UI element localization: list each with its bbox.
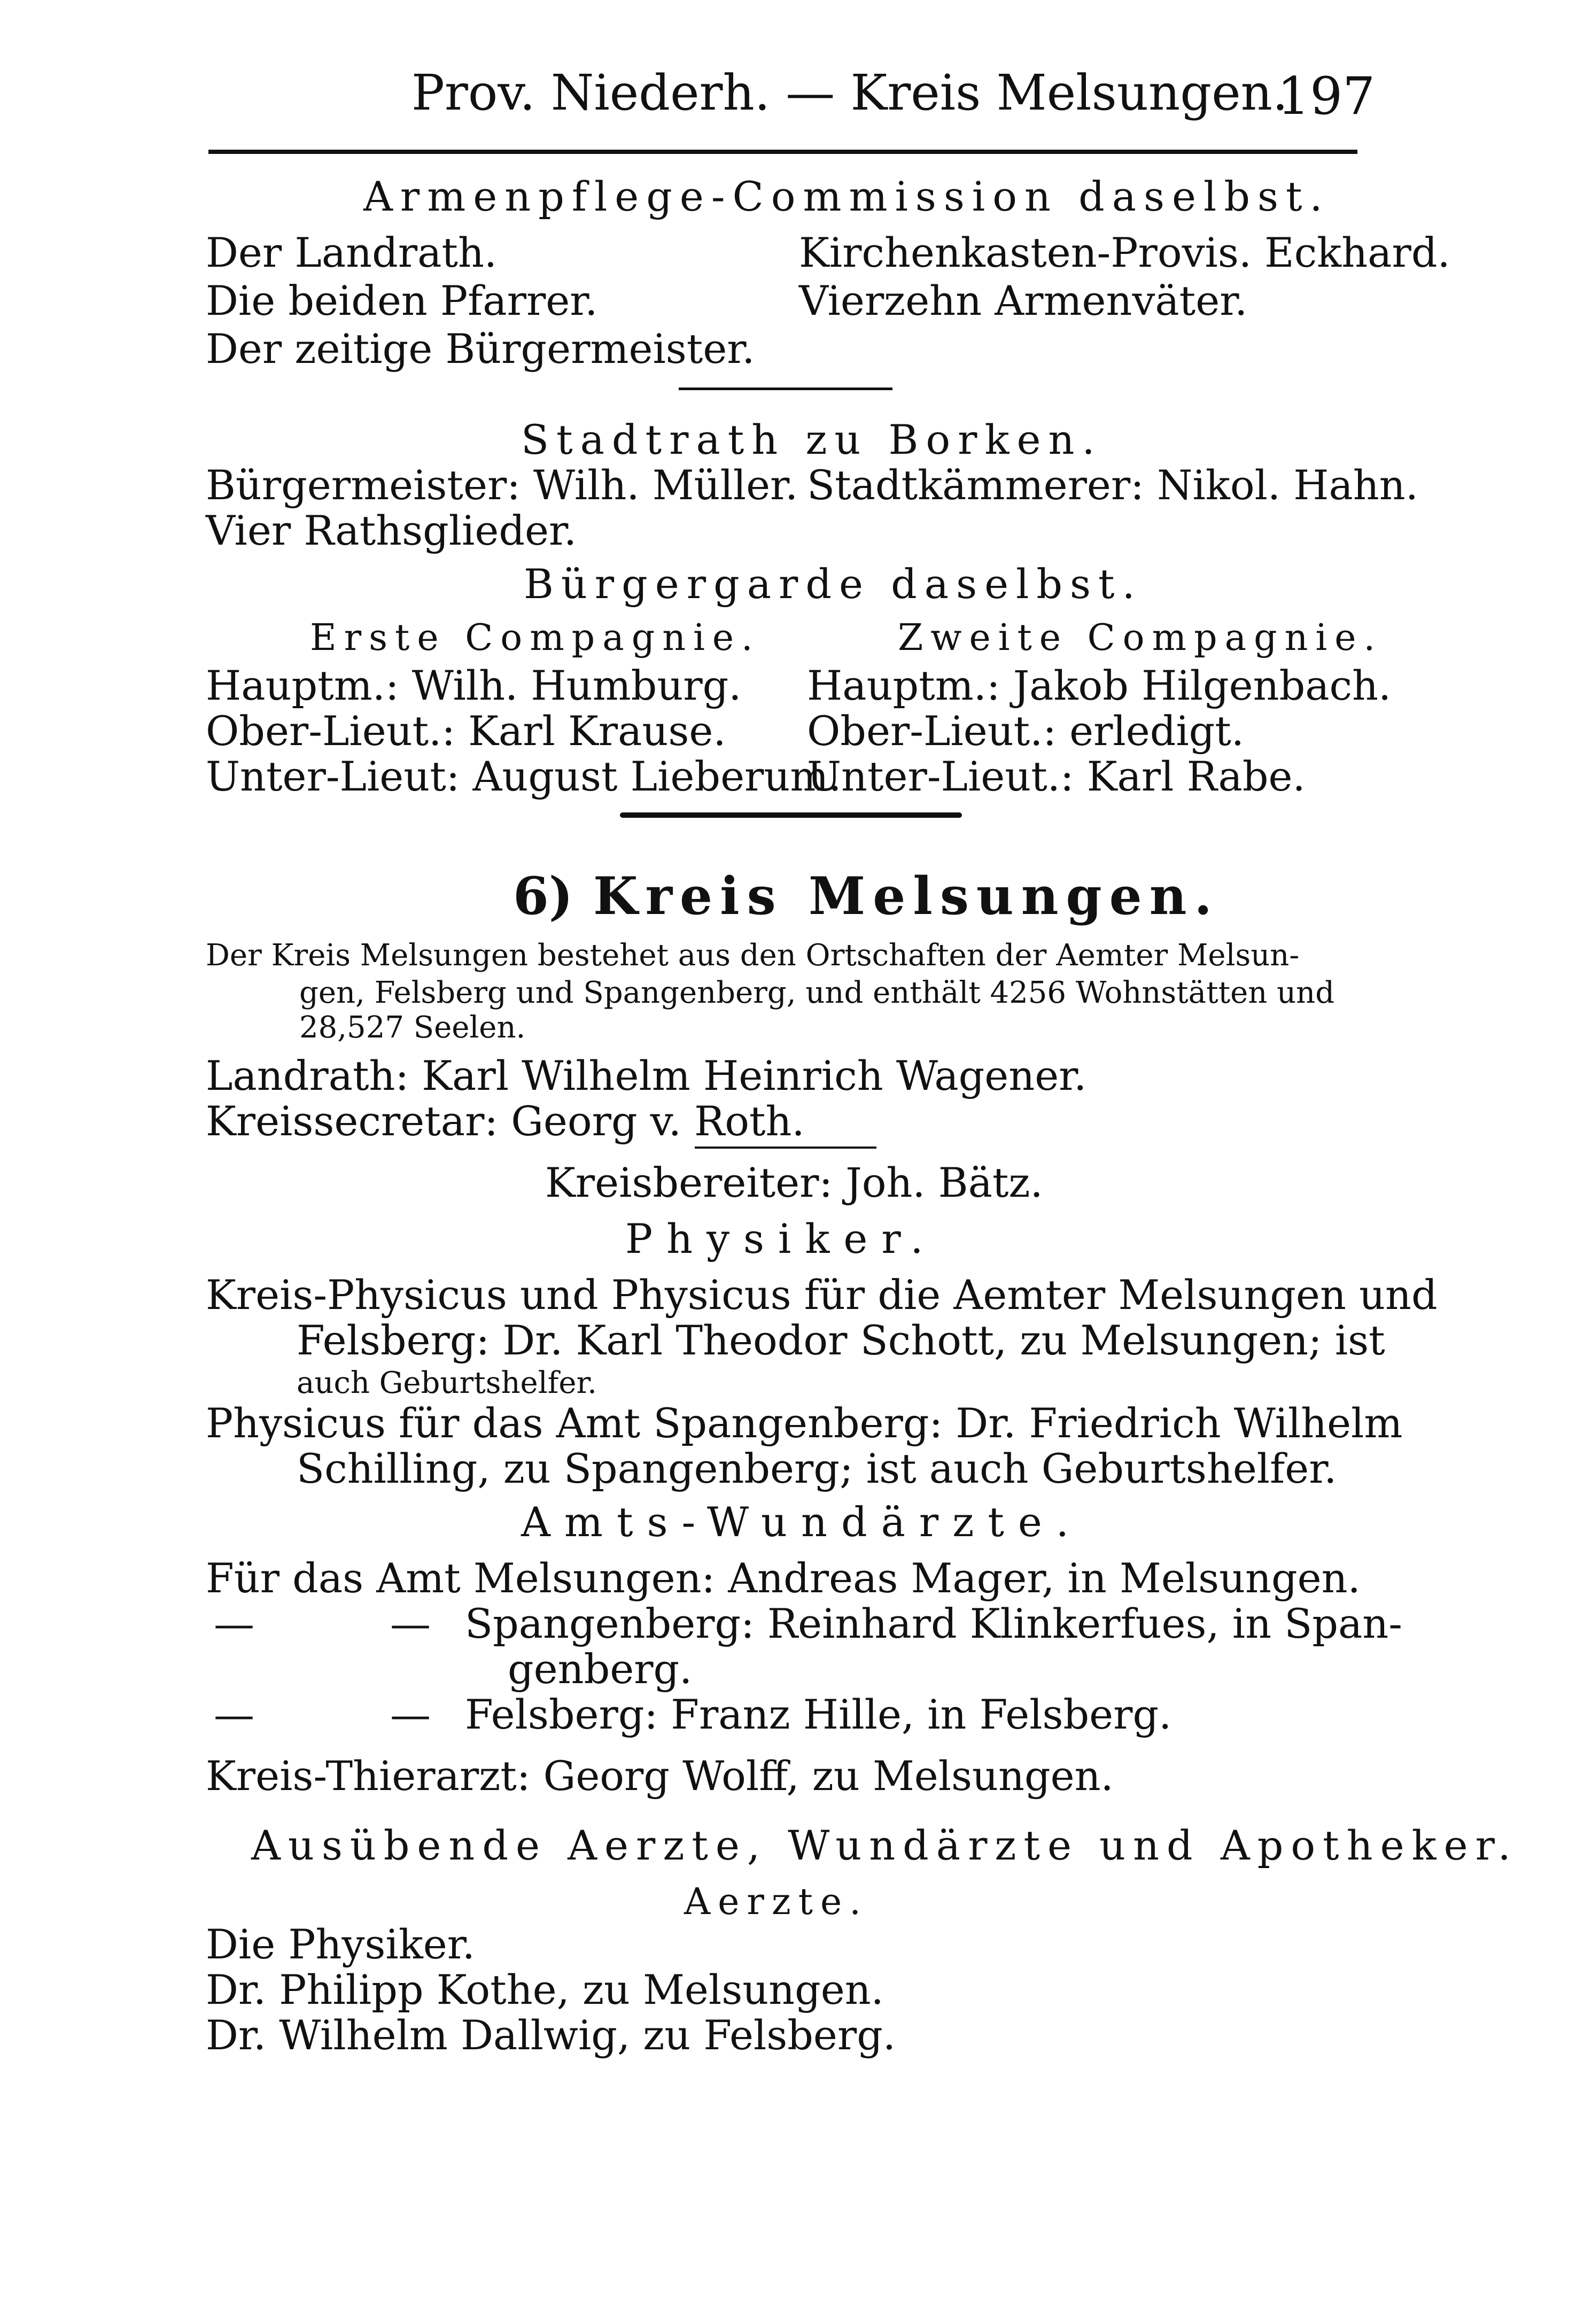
aerzt-kothe: Dr. Philipp Kothe, zu Melsungen. <box>206 1966 884 2013</box>
stadtrath-rathsglieder: Vier Rathsglieder. <box>206 507 577 554</box>
stadtrath-heading: Stadtrath zu Borken. <box>521 416 1102 463</box>
kreis-secretar: Kreissecretar: Georg v. Roth. <box>206 1097 805 1145</box>
compagnie-1-hauptmann: Hauptm.: Wilh. Humburg. <box>206 662 742 709</box>
aerzt-dallwig: Dr. Wilhelm Dallwig, zu Felsberg. <box>206 2011 896 2059</box>
running-title: Prov. Niederh. — Kreis Melsungen. <box>411 64 1288 121</box>
compagnie-1-heading: Erste Compagnie. <box>310 617 760 659</box>
kreis-number: 6) <box>513 866 573 926</box>
armenpflege-left-1: Der Landrath. <box>206 229 498 276</box>
kreis-title: Kreis Melsungen. <box>593 866 1220 926</box>
kreis-bereiter: Kreisbereiter: Joh. Bätz. <box>545 1159 1043 1206</box>
dash-2b: — <box>390 1691 431 1738</box>
aerzte-physiker: Die Physiker. <box>206 1920 475 1968</box>
compagnie-2-hauptmann: Hauptm.: Jakob Hilgenbach. <box>807 662 1392 709</box>
stadtrath-kaemmerer: Stadtkämmerer: Nikol. Hahn. <box>807 461 1418 509</box>
physiker-1-line1: Kreis-Physicus und Physicus für die Aemter Melsungen und <box>206 1271 1438 1319</box>
kreis-thierarzt: Kreis-Thierarzt: Georg Wolff, zu Melsungen. <box>206 1752 1114 1800</box>
dash-2a: — <box>214 1691 254 1738</box>
stadtrath-buergermeister: Bürgermeister: Wilh. Müller. <box>206 461 798 509</box>
kreis-landrath: Landrath: Karl Wilhelm Heinrich Wagener. <box>206 1052 1087 1099</box>
compagnie-1-unterlieut: Unter-Lieut: August Lieberum. <box>206 753 842 800</box>
physiker-2-line1: Physicus für das Amt Spangenberg: Dr. Friedrich Wilhelm <box>206 1399 1403 1447</box>
physiker-1-line2: Felsberg: Dr. Karl Theodor Schott, zu Melsungen; ist <box>297 1316 1385 1364</box>
physiker-1-line3: auch Geburtshelfer. <box>297 1366 597 1400</box>
compagnie-2-oberlieut: Ober-Lieut.: erledigt. <box>807 707 1245 755</box>
wundarzt-felsberg: Felsberg: Franz Hille, in Felsberg. <box>465 1691 1172 1738</box>
compagnie-1-oberlieut: Ober-Lieut.: Karl Krause. <box>206 707 726 755</box>
kreis-intro-3: 28,527 Seelen. <box>299 1010 526 1045</box>
page-number: 197 <box>1277 66 1376 126</box>
armenpflege-left-3: Der zeitige Bürgermeister. <box>206 325 755 373</box>
ausuebende-heading: Ausübende Aerzte, Wundärzte und Apotheker. <box>251 1822 1518 1869</box>
compagnie-2-unterlieut: Unter-Lieut.: Karl Rabe. <box>807 753 1306 800</box>
armenpflege-left-2: Die beiden Pfarrer. <box>206 277 598 324</box>
wundarzt-spangenberg: Spangenberg: Reinhard Klinkerfues, in Span- <box>465 1600 1402 1647</box>
physiker-2-line2: Schilling, zu Spangenberg; ist auch Geburtshelfer. <box>297 1445 1337 1492</box>
dash-1b: — <box>390 1600 431 1647</box>
section-divider <box>679 388 892 390</box>
small-divider <box>695 1146 876 1149</box>
header-rule <box>208 150 1357 154</box>
kreis-intro-1: Der Kreis Melsungen bestehet aus den Ortschaften der Aemter Melsun- <box>206 938 1300 973</box>
physiker-heading: Physiker. <box>625 1215 937 1262</box>
armenpflege-heading: Armenpflege-Commission daselbst. <box>363 173 1330 220</box>
wundarzt-melsungen: Für das Amt Melsungen: Andreas Mager, in Melsungen. <box>206 1554 1361 1602</box>
wundarzt-spangenberg-cont: genberg. <box>508 1645 693 1693</box>
wundaerzte-heading: Amts-Wundärzte. <box>521 1498 1083 1546</box>
aerzte-subheading: Aerzte. <box>684 1881 868 1923</box>
armenpflege-right-2: Vierzehn Armenväter. <box>799 277 1248 324</box>
compagnie-2-heading: Zweite Compagnie. <box>898 617 1383 659</box>
armenpflege-right-1: Kirchenkasten-Provis. Eckhard. <box>799 229 1450 276</box>
dash-1a: — <box>214 1600 254 1647</box>
kreis-intro-2: gen, Felsberg und Spangenberg, und enthält 4256 Wohnstätten und <box>299 975 1335 1010</box>
buergergarde-heading: Bürgergarde daselbst. <box>524 560 1143 608</box>
ornamental-rule <box>620 812 962 818</box>
